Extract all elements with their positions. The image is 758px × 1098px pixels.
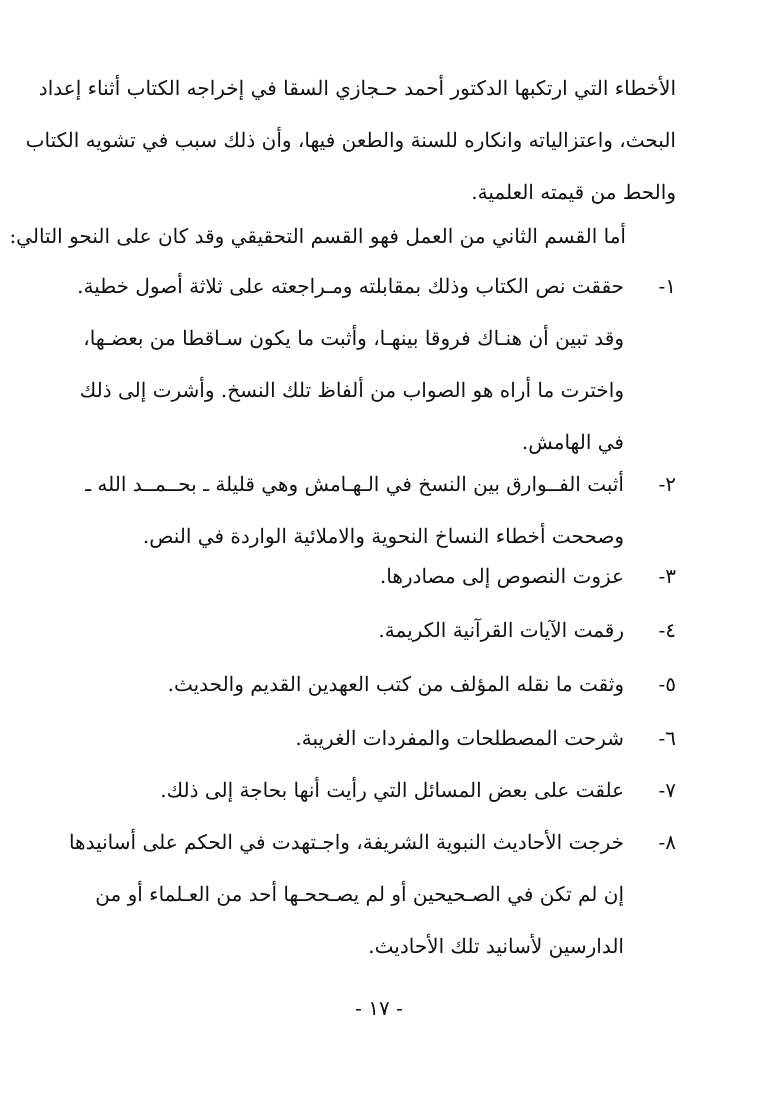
list-item-line: واخترت ما أراه هو الصواب من ألفاظ تلك النسخ. وأشرت إلى ذلك (79, 378, 624, 402)
list-item-line: علقت على بعض المسائل التي رأيت أنها بحاجة إلى ذلك. (160, 778, 624, 802)
list-item-line: شرحت المصطلحات والمفردات الغريبة. (295, 726, 624, 750)
list-item (76, 764, 676, 816)
list-item-number: ١- (658, 274, 676, 298)
section-heading (9, 210, 626, 262)
list-item-line: في الهامش. (521, 430, 624, 454)
list-item-number: ٤- (658, 618, 676, 642)
intro-paragraph (25, 62, 676, 218)
list-item-body (76, 458, 624, 562)
paragraph-line: الأخطاء التي ارتكبها الدكتور أحمد حـجازي السقا في إخراجه الكتاب أثناء إعداد (38, 76, 676, 100)
list-item-line: رقمت الآيات القرآنية الكريمة. (378, 618, 624, 642)
list-item-body (68, 816, 624, 972)
page-number: - ١٧ - (355, 996, 403, 1020)
list-item-number: ٢- (658, 472, 676, 496)
list-item (76, 260, 676, 468)
paragraph-line: البحث، واعتزالياته وانكاره للسنة والطعن فيها، وأن ذلك سبب في تشويه الكتاب (25, 128, 676, 152)
list-item (76, 658, 676, 710)
list-item (76, 458, 676, 562)
list-item-line: الدارسين لأسانيد تلك الأحاديث. (368, 934, 624, 958)
list-item-line: أثبت الفــوارق بين النسخ في الـهـامش وهي قليلة ـ بحــمــد الله ـ (85, 472, 624, 496)
list-item-number: ٥- (658, 672, 676, 696)
list-item-line: وثقت ما نقله المؤلف من كتب العهدين القديم والحديث. (167, 672, 624, 696)
list-item-line: وقد تبين أن هنـاك فروقا بينهـا، وأثبت ما يكون سـاقطا من بعضـها، (83, 326, 624, 350)
paragraph-line: والحط من قيمته العلمية. (471, 180, 676, 204)
list-item (76, 712, 676, 764)
list-item-line: خرجت الأحاديث النبوية الشريفة، واجـتهدت في الحكم على أسانيدها (68, 830, 624, 854)
list-item (76, 550, 676, 602)
list-item-body (76, 764, 624, 816)
list-item-body (76, 604, 624, 656)
list-item-line: إن لم تكن في الصـحيحين أو لم يصـححـها أحد من العـلماء أو من (95, 882, 624, 906)
list-item-body (76, 260, 624, 468)
list-item-number: ٦- (658, 726, 676, 750)
list-item-number: ٨- (658, 830, 676, 854)
list-item (76, 604, 676, 656)
list-item-number: ٣- (658, 564, 676, 588)
list-item-line: وصححت أخطاء النساخ النحوية والاملائية الواردة في النص. (142, 524, 624, 548)
list-item-body (76, 550, 624, 602)
list-item-body (76, 658, 624, 710)
list-item-line: عزوت النصوص إلى مصادرها. (379, 564, 624, 588)
list-item (68, 816, 676, 972)
list-item-line: حققت نص الكتاب وذلك بمقابلته ومـراجعته على ثلاثة أصول خطية. (77, 274, 624, 298)
list-item-body (76, 712, 624, 764)
section-heading-text: أما القسم الثاني من العمل فهو القسم التحقيقي وقد كان على النحو التالي: (9, 224, 626, 248)
list-item-number: ٧- (658, 778, 676, 802)
